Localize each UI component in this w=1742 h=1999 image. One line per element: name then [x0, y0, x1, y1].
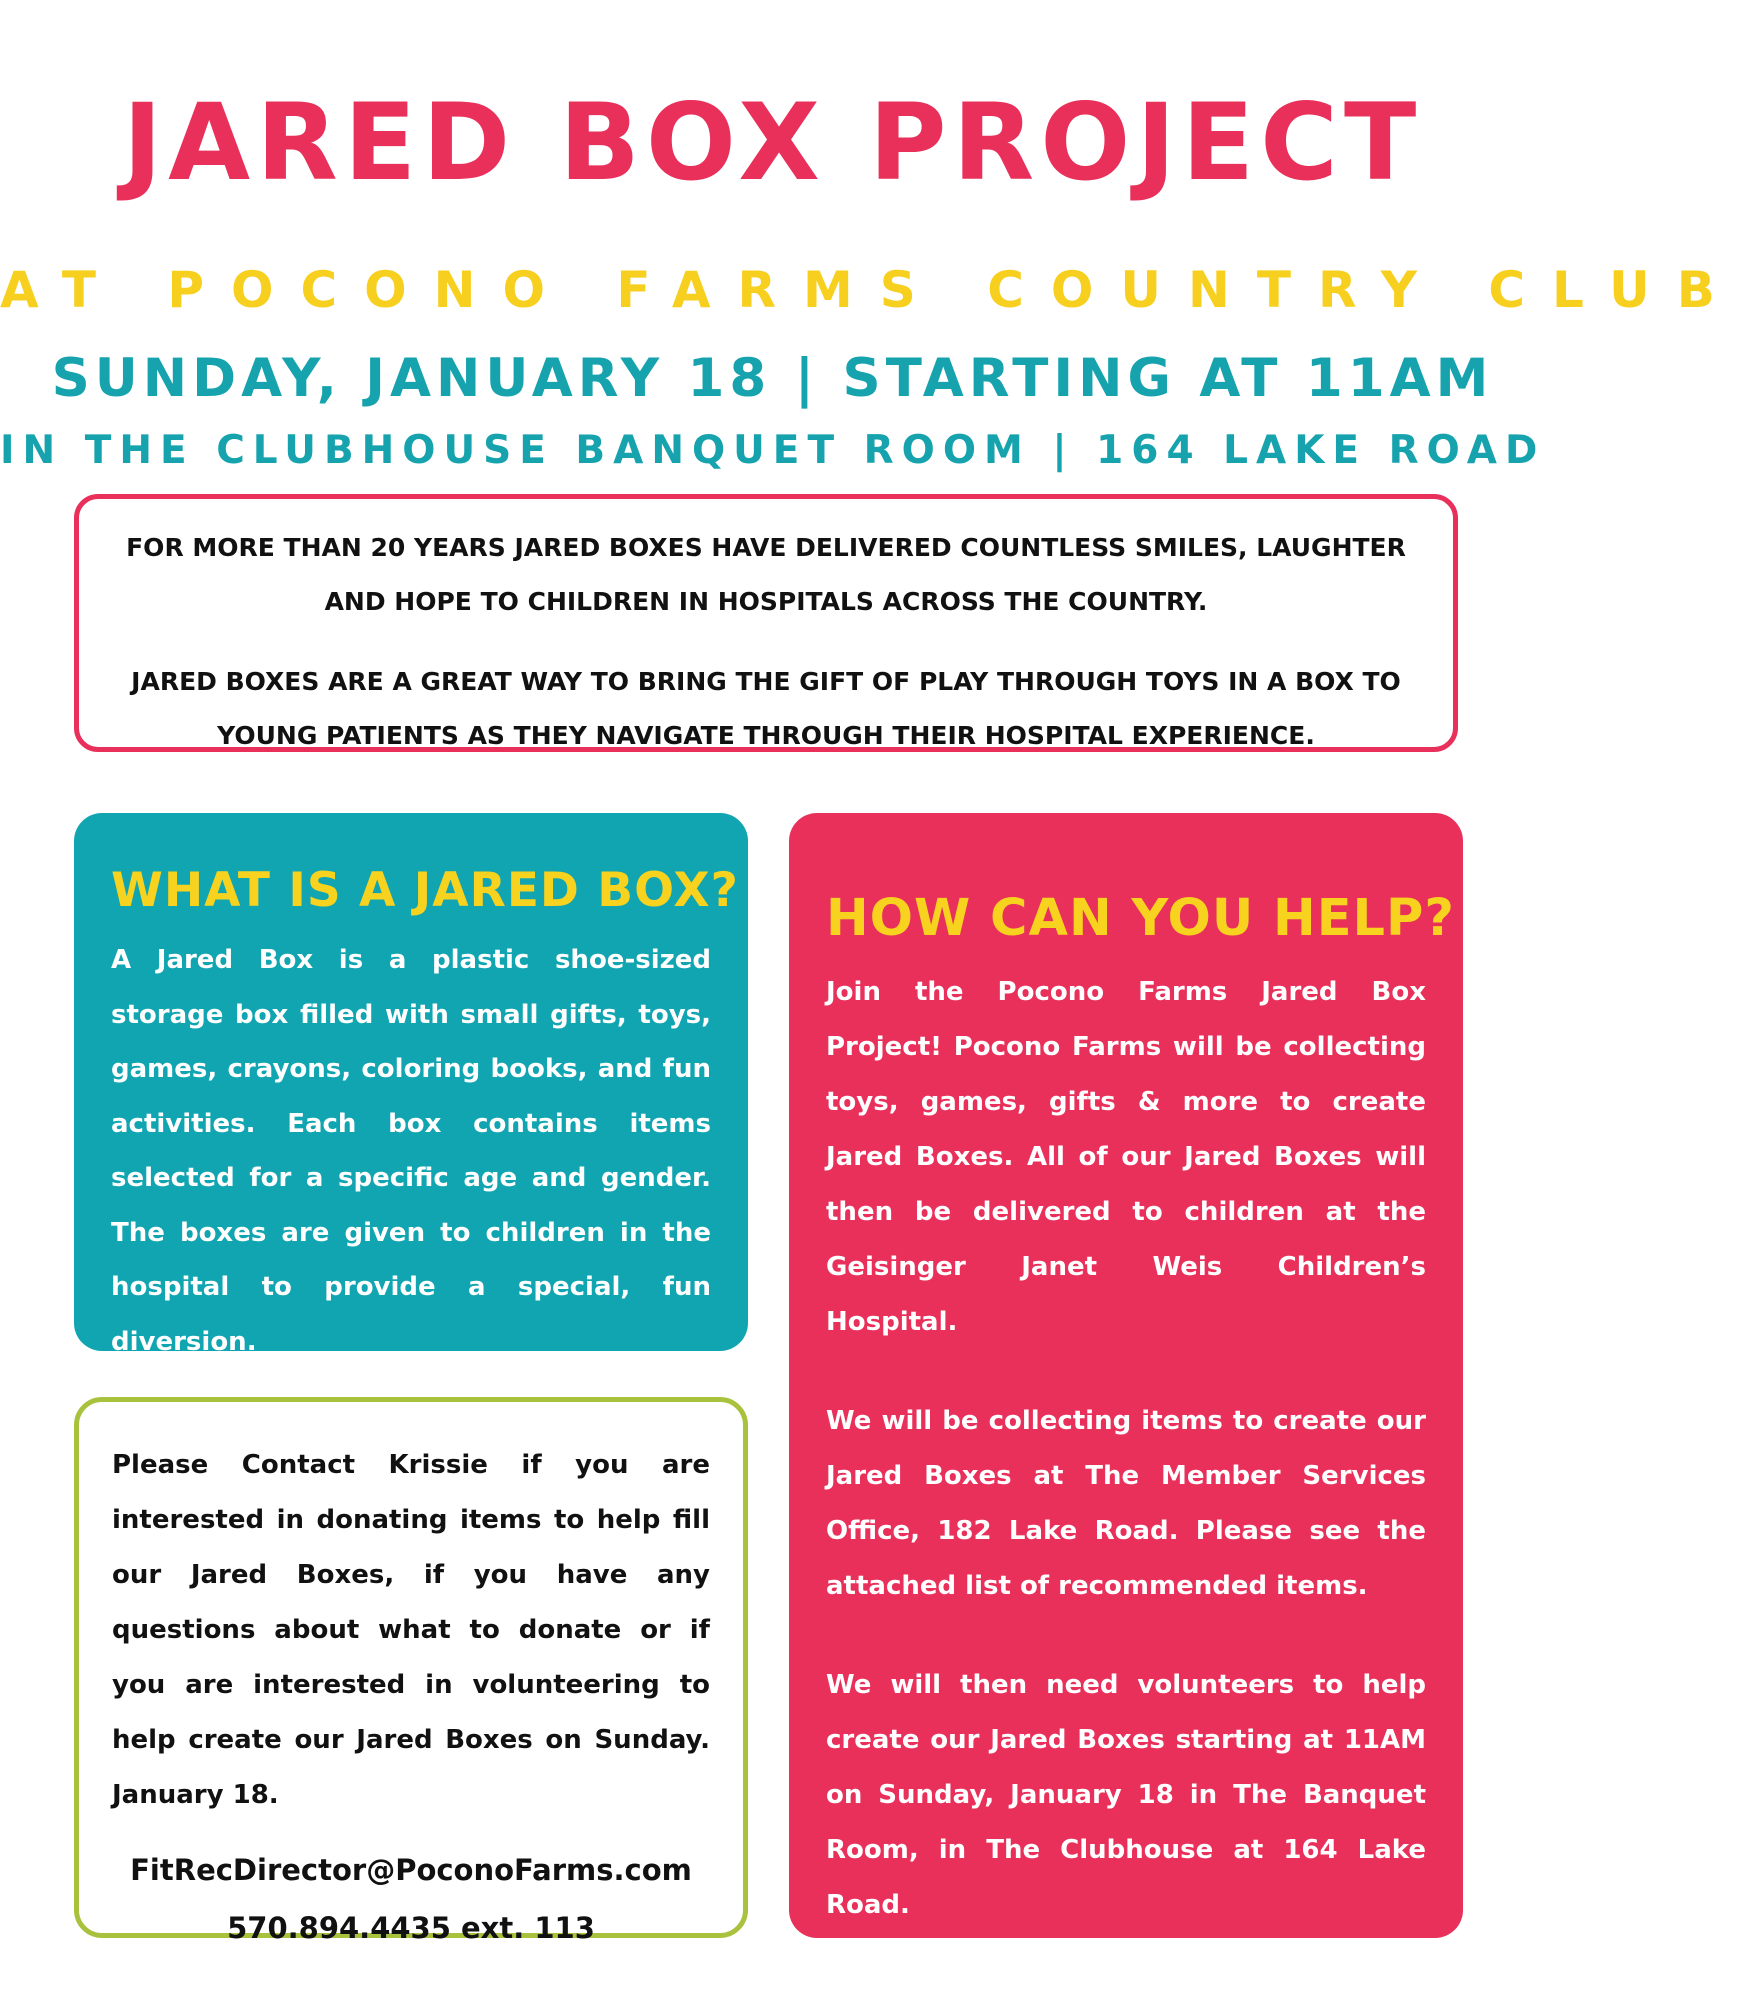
how-help-panel [789, 813, 1463, 1938]
intro-paragraph-1: FOR MORE THAN 20 YEARS JARED BOXES HAVE DELIVERED COUNTLESS SMILES, LAUGHTER AND HOPE TO CHILDREN IN HOSPITALS ACROSS THE COUNTRY. [126, 533, 1406, 616]
contact-body: Please Contact Krissie if you are interested in donating items to help fill our Jared Boxes, if you have any questions about what to donate or if you are interested in volunteering to help create our Jared Boxes on Sunday. January 18. [112, 1450, 710, 1810]
intro-box [74, 494, 1458, 752]
page-title: JARED BOX PROJECT [122, 81, 1423, 204]
intro-paragraph-2: JARED BOXES ARE A GREAT WAY TO BRING THE GIFT OF PLAY THROUGH TOYS IN A BOX TO YOUNG PATIENTS AS THEY NAVIGATE THROUGH THEIR HOSPITAL EXPERIENCE. [131, 667, 1401, 750]
event-dateline: SUNDAY, JANUARY 18 | STARTING AT 11AM [51, 348, 1494, 409]
venue-subtitle: AT POCONO FARMS COUNTRY CLUB [0, 261, 1742, 319]
contact-panel [74, 1397, 748, 1945]
what-is-body: A Jared Box is a plastic shoe-sized storage box filled with small gifts, toys, games, crayons, coloring books, and fun activities. Each box contains items selected for a specific age and gender. The boxes are given to children in the hospital to provide a special, fun diversion. [111, 945, 711, 1357]
how-help-paragraph-1: Join the Pocono Farms Jared Box Project! Pocono Farms will be collecting toys, games, gifts & more to create Jared Boxes. All of our Jared Boxes will then be delivered to children at the Geisinger Janet Weis Children’s Hospital. [826, 977, 1426, 1337]
contact-phone: 570.894.4435 ext. 113 [227, 1911, 595, 1945]
what-is-heading: WHAT IS A JARED BOX? [111, 863, 739, 918]
what-is-panel [74, 813, 748, 1357]
how-help-paragraph-3: We will then need volunteers to help create our Jared Boxes starting at 11AM on Sunday, January 18 in The Banquet Room, in The Clubhouse at 164 Lake Road. [826, 1670, 1426, 1920]
contact-email[interactable]: FitRecDirector@PoconoFarms.com [130, 1853, 692, 1887]
how-help-heading: HOW CAN YOU HELP? [826, 889, 1455, 948]
event-location: IN THE CLUBHOUSE BANQUET ROOM | 164 LAKE ROAD [0, 428, 1546, 473]
how-help-paragraph-2: We will be collecting items to create our Jared Boxes at The Member Services Office, 182 Lake Road. Please see the attached list of recommended items. [826, 1406, 1426, 1601]
